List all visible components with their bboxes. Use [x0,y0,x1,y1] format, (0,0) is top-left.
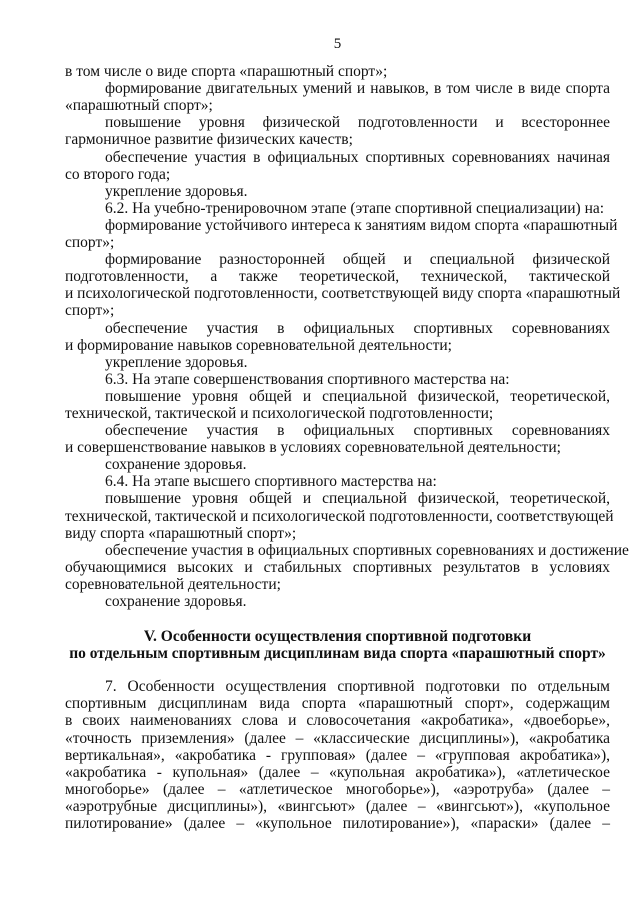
body-text-before [65,63,629,610]
text-line: соревновательной деятельности; [65,575,281,593]
text-line: технической, тактической и психологической подготовленности, соответствующей [65,507,614,525]
text-line: 7. Особенности осуществления спортивной подготовки по отдельным [105,678,610,696]
text-line: пилотирование» (далее – «купольное пилотирование»), «параски» (далее – [65,815,610,833]
text-line: повышение уровня общей и специальной физической, теоретической, [105,490,610,508]
text-line: повышение уровня физической подготовленности и всестороннее [105,114,610,132]
text-line: спорт»; [65,302,115,320]
text-line: сохранение здоровья. [105,593,247,610]
text-line: обеспечение участия в официальных спортивных соревнованиях [105,422,610,440]
text-line: укрепление здоровья. [105,353,248,371]
text-line: в том числе о виде спорта «парашютный спорт»; [65,63,388,81]
text-line: многоборье» (далее – «атлетическое многоборье»), «аэротруба» (далее – [65,780,610,798]
text-line: 6.4. На этапе высшего спортивного мастерства на: [105,473,437,491]
text-line: подготовленности, а также теоретической, технической, тактической [65,268,610,286]
text-line: вертикальная», «акробатика - групповая» (далее – «групповая акробатика»), [65,746,610,764]
text-line: «акробатика - купольная» (далее – «купольная акробатика»), «атлетическое [65,763,610,781]
text-line: формирование разносторонней общей и специальной физической [105,251,610,269]
text-line: со второго года; [65,165,171,183]
text-line: в своих наименованиях слова и словосочетания «акробатика», «двоеборье», [65,712,610,730]
text-line: технической, тактической и психологической подготовленности; [65,404,494,422]
text-line: спортивным дисциплинам вида спорта «парашютный спорт», содержащим [65,695,610,713]
text-line: формирование двигательных умений и навыков, в том числе в виде спорта [105,80,610,98]
text-line: «аэротрубные дисциплины»), «вингсьют» (далее – «вингсьют»), «купольное [65,797,610,815]
text-line: и совершенствование навыков в условиях соревновательной деятельности; [65,439,561,457]
section-heading-line-1: V. Особенности осуществления спортивной подготовки [143,628,532,646]
text-line: 6.2. На учебно-тренировочном этапе (этапе спортивной специализации) на: [105,199,605,217]
text-line: виду спорта «парашютный спорт»; [65,524,297,542]
text-line: сохранение здоровья. [105,456,247,474]
text-line: формирование устойчивого интереса к занятиям видом спорта «парашютный [105,216,618,234]
page-number: 5 [333,36,342,52]
text-line: обеспечение участия в официальных спортивных соревнованиях [105,319,610,337]
section-heading-line-2: по отдельным спортивным дисциплинам вида спорта «парашютный спорт» [69,645,606,663]
text-line: укрепление здоровья. [105,182,248,200]
text-line: «точность приземления» (далее – «классические дисциплины»), «акробатика [65,729,610,747]
text-line: и формирование навыков соревновательной деятельности; [65,336,452,354]
text-line: 6.3. На этапе совершенствования спортивного мастерства на: [105,370,510,388]
text-line: обеспечение участия в официальных спортивных соревнованиях и достижение [105,541,629,559]
text-line: обучающимися высоких и стабильных спортивных результатов в условиях [65,558,610,576]
text-line: обеспечение участия в официальных спортивных соревнованиях начиная [105,148,610,166]
text-line: гармоничное развитие физических качеств; [65,131,353,149]
text-line: «парашютный спорт»; [65,97,213,115]
text-line: повышение уровня общей и специальной физической, теоретической, [105,387,610,405]
body-text-after [65,678,610,832]
text-line: и психологической подготовленности, соответствующей виду спорта «парашютный [65,285,621,303]
text-line: спорт»; [65,234,115,252]
